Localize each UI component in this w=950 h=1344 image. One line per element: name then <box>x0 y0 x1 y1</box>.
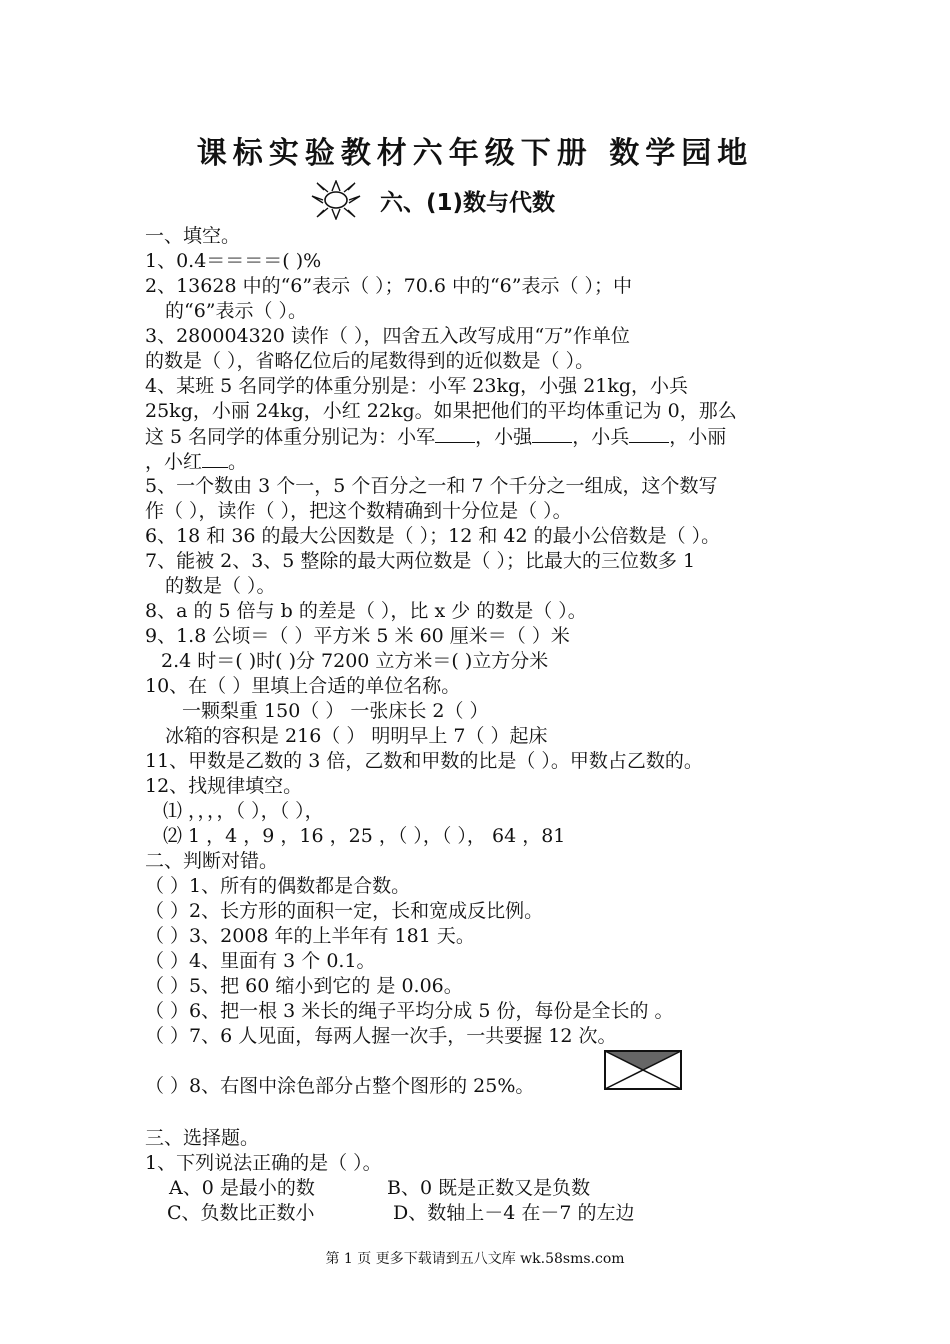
page-footer: 第 1 页 更多下载请到五八文库 wk.58sms.com <box>325 1251 625 1267</box>
fill-question-12-a: ⑴ ，，，，（ ），（ ）， <box>163 800 324 822</box>
choice-question-1: 1、下列说法正确的是（ ）。 <box>145 1152 382 1174</box>
fill-question-10: 10、在（ ）里填上合适的单位名称。 <box>145 675 461 697</box>
judge-item-1: （ ）1、所有的偶数都是合数。 <box>145 875 411 897</box>
judge-item-3: （ ）3、2008 年的上半年有 181 天。 <box>145 925 475 947</box>
fill-question-12: 12、找规律填空。 <box>145 775 303 797</box>
fill-question-9-cont: 2.4 时＝( )时( )分 7200 立方米＝( )立方分米 <box>161 650 549 672</box>
section2-heading: 二、判断对错。 <box>145 850 279 872</box>
section3-heading: 三、选择题。 <box>145 1127 260 1149</box>
fill-question-2-cont: 的“6”表示（ ）。 <box>165 300 308 322</box>
fill-question-10-b: 冰箱的容积是 216（ ） 明明早上 7（ ）起床 <box>165 725 548 747</box>
fill-question-3: 3、280004320 读作（ ），四舍五入改写成用“万”作单位 <box>145 325 630 347</box>
judge-item-8 <box>145 1049 810 1099</box>
answer-blank[interactable] <box>435 424 475 443</box>
answer-blank[interactable] <box>202 449 228 468</box>
q4-text-d: ，小丽 <box>669 426 727 448</box>
q4-text-e: ，小红 <box>145 451 203 473</box>
option-a[interactable]: A、0 是最小的数 <box>169 1177 315 1199</box>
q4-text-f: 。 <box>228 451 248 473</box>
worksheet-body <box>145 224 810 1226</box>
choice-row-2 <box>145 1201 810 1226</box>
page-title: 课标实验教材六年级下册 数学园地 <box>196 136 754 171</box>
fill-question-6: 6、18 和 36 的最大公因数是（ ）；12 和 42 的最小公倍数是（ ）。 <box>145 525 721 547</box>
judge-item-4: （ ）4、里面有 3 个 0.1。 <box>145 950 376 972</box>
shaded-triangle <box>604 1050 682 1070</box>
fill-question-7-cont: 的数是（ ）。 <box>165 575 276 597</box>
judge-item-7: （ ）7、6 人见面，每两人握一次手，一共要握 12 次。 <box>145 1025 617 1047</box>
fill-question-4-cont1: 25kg，小丽 24kg，小红 22kg。如果把他们的平均体重记为 0，那么 <box>145 400 737 422</box>
judge-item-6: （ ）6、把一根 3 米长的绳子平均分成 5 份，每份是全长的 。 <box>145 1000 674 1022</box>
section1-heading: 一、填空。 <box>145 225 241 247</box>
answer-blank[interactable] <box>532 424 572 443</box>
fill-question-11: 11、甲数是乙数的 3 倍，乙数和甲数的比是（ ）。甲数占乙数的。 <box>145 750 703 772</box>
fill-question-4: 4、某班 5 名同学的体重分别是：小军 23kg，小强 21kg，小兵 <box>145 375 689 397</box>
option-b[interactable]: B、0 既是正数又是负数 <box>387 1177 591 1199</box>
sun-icon <box>310 180 362 220</box>
fill-question-3-cont: 的数是（ ），省略亿位后的尾数得到的近似数是（ ）。 <box>145 350 595 372</box>
fill-question-5-cont: 作（ ），读作（ ），把这个数精确到十分位是（ ）。 <box>145 500 572 522</box>
judge-item-2: （ ）2、长方形的面积一定，长和宽成反比例。 <box>145 900 544 922</box>
fill-question-4-cont3 <box>145 449 810 474</box>
fill-question-10-a: 一颗梨重 150（ ） 一张床长 2（ ） <box>182 700 489 722</box>
q4-text-c: ，小兵 <box>572 426 630 448</box>
fill-question-8: 8、a 的 5 倍与 b 的差是（ ），比 x 少 的数是（ ）。 <box>145 600 587 622</box>
fill-question-9: 9、1.8 公顷＝（ ）平方米 5 米 60 厘米＝（ ）米 <box>145 625 570 647</box>
fill-question-5: 5、一个数由 3 个一，5 个百分之一和 7 个千分之一组成，这个数写 <box>145 475 718 497</box>
spacer <box>145 1099 810 1126</box>
section-subtitle: 六、(1)数与代数 <box>380 189 556 216</box>
q4-text-a: 这 5 名同学的体重分别记为：小军 <box>145 426 436 448</box>
fill-question-12-b: ⑵ 1 ，4 ，9 ，16 ，25 ，（ ），（ ）， 64 ，81 <box>163 825 566 847</box>
answer-blank[interactable] <box>629 424 669 443</box>
shaded-rectangle-figure <box>604 1050 682 1090</box>
option-c[interactable]: C、负数比正数小 <box>167 1202 315 1224</box>
subtitle-row <box>310 180 555 220</box>
fill-question-1: 1、0.4＝＝＝＝( )% <box>145 250 322 272</box>
fill-question-7: 7、能被 2、3、5 整除的最大两位数是（ ）；比最大的三位数多 1 <box>145 550 696 572</box>
judge-item-8-text: （ ）8、右图中涂色部分占整个图形的 25%。 <box>145 1075 535 1097</box>
choice-row-1 <box>145 1176 810 1201</box>
judge-item-5: （ ）5、把 60 缩小到它的 是 0.06。 <box>145 975 463 997</box>
q4-text-b: ，小强 <box>475 426 533 448</box>
fill-question-2: 2、13628 中的“6”表示（ ）；70.6 中的“6”表示（ ）；中 <box>145 275 633 297</box>
option-d[interactable]: D、数轴上－4 在－7 的左边 <box>393 1202 635 1224</box>
fill-question-4-cont2 <box>145 424 810 449</box>
